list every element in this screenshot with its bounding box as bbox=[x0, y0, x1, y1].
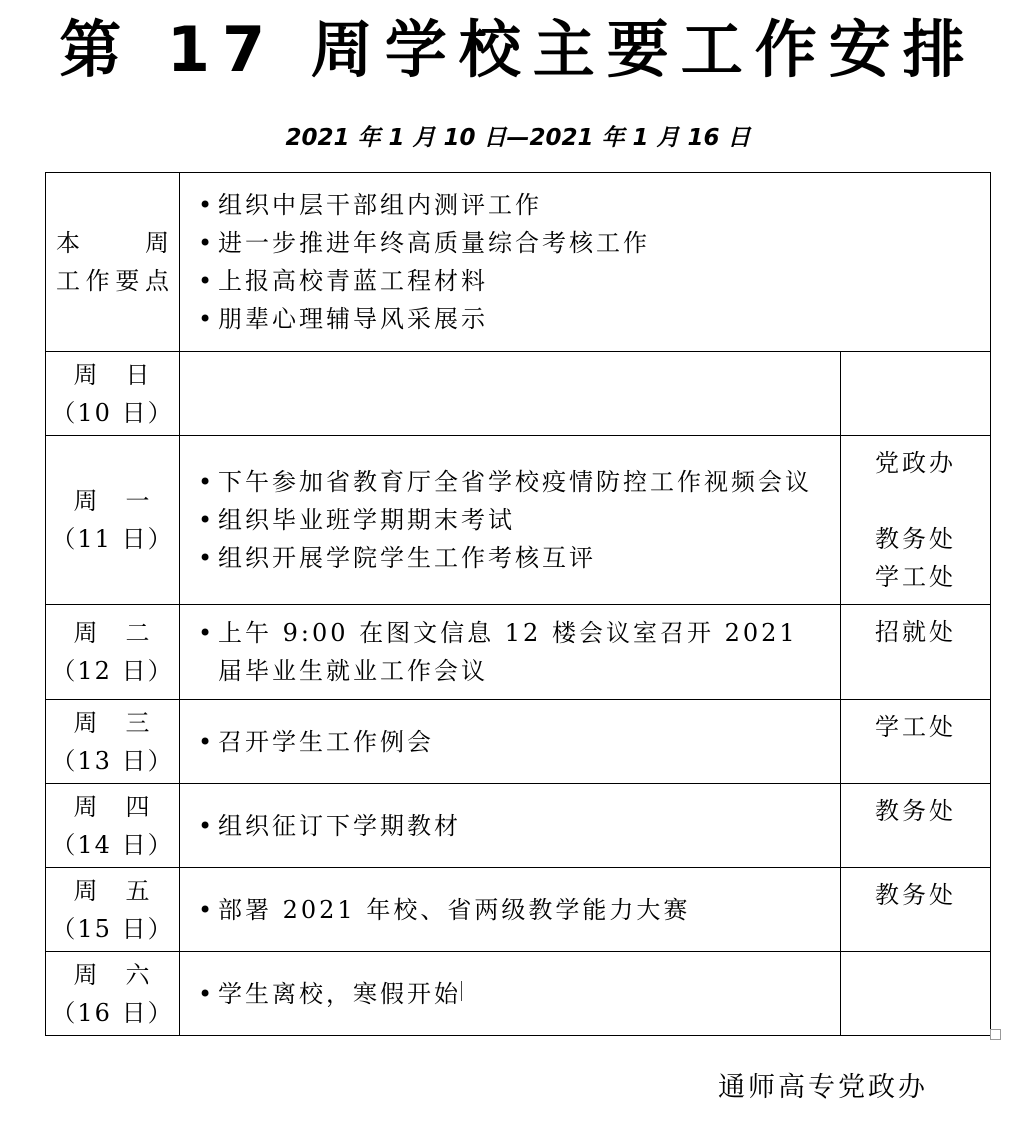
weekday-label: 周 六 bbox=[73, 960, 152, 989]
dept-spacer bbox=[841, 482, 990, 520]
weekday-label: 周 二 bbox=[73, 619, 152, 647]
dept-cell bbox=[841, 868, 991, 952]
day-date: （13 日） bbox=[51, 746, 174, 775]
list-item: • 组织毕业班学期期末考试 bbox=[192, 501, 832, 539]
day-cell-friday bbox=[46, 868, 180, 952]
items-cell bbox=[180, 700, 841, 784]
weekday-label: 周 一 bbox=[73, 487, 152, 515]
table-resize-handle[interactable] bbox=[990, 1029, 1001, 1040]
list-item: • 组织开展学院学生工作考核互评 bbox=[192, 539, 832, 577]
list-item bbox=[192, 975, 832, 1013]
dept-label: 教务处 bbox=[875, 797, 956, 825]
dept-cell bbox=[841, 700, 991, 784]
dept-label: 教务处 bbox=[875, 525, 956, 553]
dept-label: 党政办 bbox=[875, 449, 956, 477]
keypoints-row bbox=[46, 173, 991, 352]
table-row bbox=[46, 784, 991, 868]
item-list bbox=[192, 723, 832, 761]
dept-label: 招就处 bbox=[875, 618, 956, 646]
day-cell-wednesday bbox=[46, 700, 180, 784]
day-cell-monday bbox=[46, 436, 180, 605]
dept-label: 教务处 bbox=[875, 881, 956, 909]
day-cell-saturday bbox=[46, 952, 180, 1036]
list-item-text: 学生离校，寒假开始 bbox=[218, 979, 461, 1008]
items-cell bbox=[180, 784, 841, 868]
item-list bbox=[192, 807, 832, 845]
dept-cell bbox=[841, 352, 991, 436]
date-range: 2021 年 1 月 10 日—2021 年 1 月 16 日 bbox=[285, 125, 751, 151]
list-item: • 朋辈心理辅导风采展示 bbox=[192, 300, 982, 338]
list-item: • 上报高校青蓝工程材料 bbox=[192, 262, 982, 300]
list-item: • 组织征订下学期教材 bbox=[192, 807, 832, 845]
day-date: （12 日） bbox=[51, 657, 174, 685]
table-row bbox=[46, 952, 991, 1036]
items-cell bbox=[180, 436, 841, 605]
list-item: • 下午参加省教育厅全省学校疫情防控工作视频会议 bbox=[192, 463, 832, 501]
dept-label: 学工处 bbox=[875, 563, 956, 591]
weekday-label: 周 四 bbox=[73, 792, 152, 821]
document-title: 第 17 周学校主要工作安排 bbox=[59, 13, 977, 86]
dept-cell bbox=[841, 436, 991, 605]
weekday-label: 周 五 bbox=[73, 876, 152, 905]
day-date: （15 日） bbox=[51, 914, 174, 943]
list-item: • 组织中层干部组内测评工作 bbox=[192, 186, 982, 224]
keypoints-label-line2: 工作要点 bbox=[56, 267, 169, 295]
day-date: （11 日） bbox=[51, 525, 174, 553]
item-list bbox=[192, 975, 832, 1013]
dept-cell bbox=[841, 784, 991, 868]
dept-cell bbox=[841, 605, 991, 700]
dept-cell bbox=[841, 952, 991, 1036]
items-cell bbox=[180, 605, 841, 700]
weekday-label: 周 日 bbox=[73, 360, 152, 389]
weekday-label: 周 三 bbox=[73, 708, 152, 737]
table-row bbox=[46, 700, 991, 784]
keypoints-list bbox=[192, 186, 982, 338]
keypoints-items-cell bbox=[180, 173, 991, 352]
items-cell[interactable] bbox=[180, 952, 841, 1036]
schedule-table bbox=[45, 172, 991, 1036]
dept-label: 学工处 bbox=[875, 713, 956, 741]
day-date: （14 日） bbox=[51, 830, 174, 859]
item-list bbox=[192, 463, 832, 577]
item-list bbox=[192, 614, 832, 690]
footer-signature: 通师高专党政办 bbox=[718, 1072, 928, 1103]
day-date: （10 日） bbox=[51, 398, 174, 427]
list-item: • 进一步推进年终高质量综合考核工作 bbox=[192, 224, 982, 262]
table-row bbox=[46, 605, 991, 700]
list-item: • 部署 2021 年校、省两级教学能力大赛 bbox=[192, 891, 832, 929]
list-item: • 召开学生工作例会 bbox=[192, 723, 832, 761]
day-date: （16 日） bbox=[51, 998, 174, 1027]
day-cell-sunday bbox=[46, 352, 180, 436]
keypoints-label-line1: 本 周 bbox=[56, 229, 169, 257]
day-cell-tuesday bbox=[46, 605, 180, 700]
table-row bbox=[46, 352, 991, 436]
table-row bbox=[46, 436, 991, 605]
keypoints-label-cell bbox=[46, 173, 180, 352]
list-item: • 上午 9:00 在图文信息 12 楼会议室召开 2021 届毕业生就业工作会议 bbox=[192, 614, 832, 690]
item-list bbox=[192, 891, 832, 929]
items-cell bbox=[180, 868, 841, 952]
items-cell bbox=[180, 352, 841, 436]
table-row bbox=[46, 868, 991, 952]
text-cursor bbox=[461, 981, 462, 1001]
day-cell-thursday bbox=[46, 784, 180, 868]
